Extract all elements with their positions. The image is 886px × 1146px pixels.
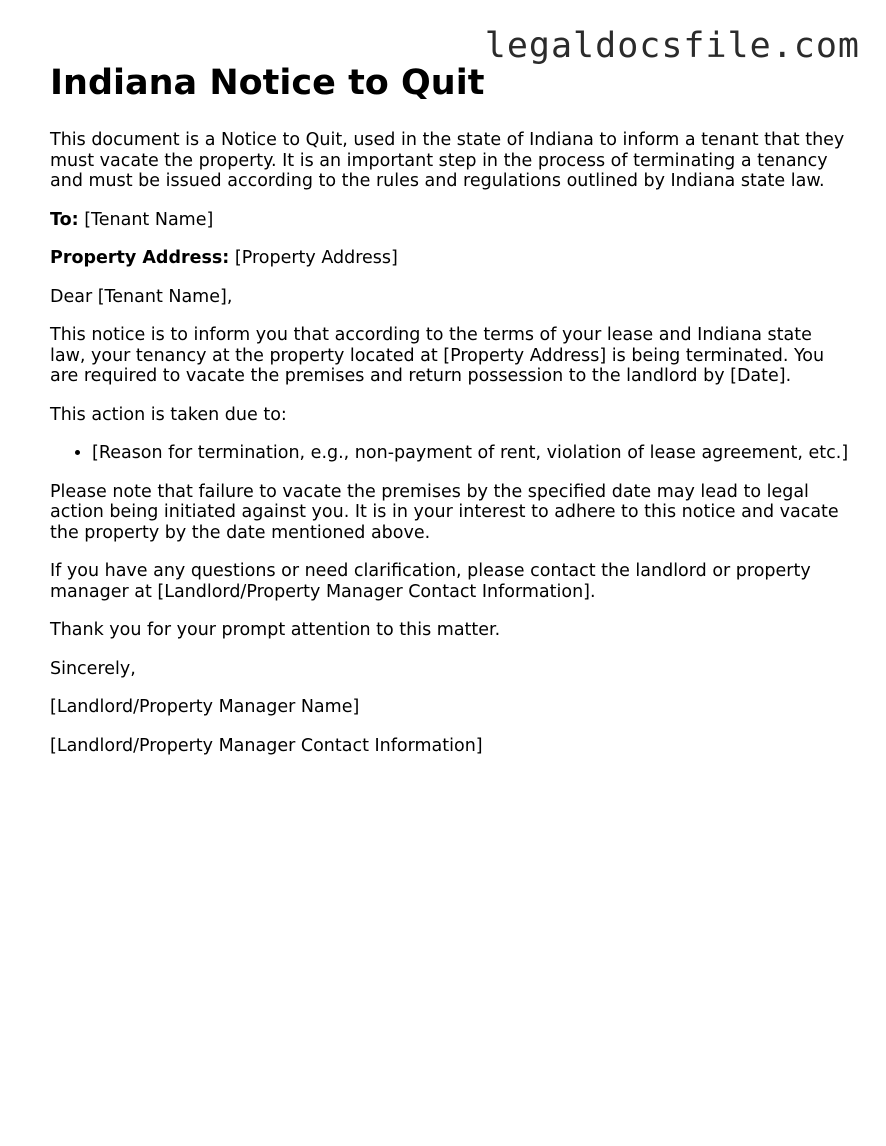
property-address-line (50, 248, 850, 269)
intro-paragraph: This document is a Notice to Quit, used in the state of Indiana to inform a tenant that they must vacate the property. It is an important step in the process of terminating a tenancy and must be issued according to the rules and regulations outlined by Indiana state law. (50, 130, 845, 191)
warning-paragraph: Please note that failure to vacate the premises by the specified date may lead to legal action being initiated against you. It is in your interest to adhere to this notice and vacate the property by the date mentioned above. (50, 481, 839, 543)
reason-intro: This action is taken due to: (50, 404, 287, 425)
watermark-text: legaldocsfile.com (484, 26, 860, 66)
to-value: [Tenant Name] (84, 209, 214, 230)
to-label: To: (50, 209, 79, 230)
property-address-label: Property Address: (50, 248, 230, 268)
signer-name: [Landlord/Property Manager Name] (50, 697, 360, 717)
document-body (50, 60, 850, 774)
reason-list (50, 443, 850, 464)
signer-contact: [Landlord/Property Manager Contact Information] (50, 735, 483, 756)
closing: Sincerely, (50, 658, 136, 679)
salutation: Dear [Tenant Name], (50, 286, 233, 307)
notice-paragraph: This notice is to inform you that according to the terms of your lease and Indiana state law, your tenancy at the property located at [Property Address] is being terminated. You are required to vacate the premises and return possession to the landlord by [Date]. (50, 325, 825, 386)
page-title: Indiana Notice to Quit (50, 63, 485, 103)
reason-item: • [Reason for termination, e.g., non-payment of rent, violation of lease agreement, etc.] (92, 443, 850, 464)
to-line (50, 210, 850, 231)
questions-paragraph: If you have any questions or need clarification, please contact the landlord or property manager at [Landlord/Property Manager Contact Information]. (50, 561, 811, 602)
property-address-value: [Property Address] (234, 248, 398, 268)
thanks-paragraph: Thank you for your prompt attention to this matter. (50, 620, 501, 640)
